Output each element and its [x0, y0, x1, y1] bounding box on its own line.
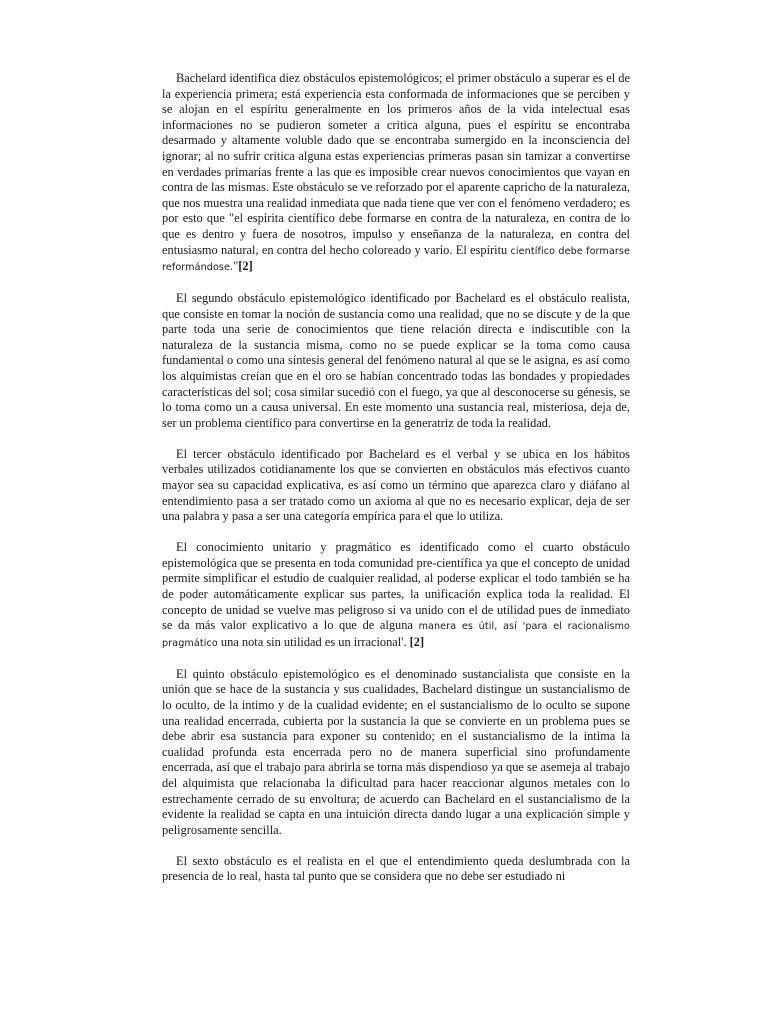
closing-quote: " [233, 259, 239, 274]
text-column [162, 71, 630, 900]
paragraph-text: El segundo obstáculo epistemológico identificado por Bachelard es el obstáculo realista, que consiste en tomar la noción de sustancia como una realidad, que no se discute y de la que parte toda una serie de conocimientos que tiene relación directa e indiscutible con la naturaleza de la sustancia misma, como no se puede explicar se la toma como causa fundamental o como una síntesis general del fenómeno natural al que se le asigna, es así como los alquimistas creían que en el oro se habían concentrado todas las bondades y propiedades características del sol; cosa similar sucedió con el fuego, ya que al desconocerse su génesis, se lo toma como un a causa universal. En este momento una sustancia real, misteriosa, deja de, ser un problema científico para convertirse en la generatriz de toda la realidad. [162, 291, 630, 430]
paragraph-text-alt-font: manera es útil, así 'para el racionalismo pragmático [162, 621, 630, 649]
paragraph-text: El conocimiento unitario y pragmático es identificado como el cuarto obstáculo epistemológica que se presenta en toda comunidad pre-científica ya que el concepto de unidad permite simplificar el estudio de cualquier realidad, al poderse explicar el todo también se ha de poder automáticamente explicar sus partes, la unificación explica toda la realidad. El concepto de unidad se vuelve mas peligroso si va unido con el de utilidad pues de inmediato se da más valor explicativo a lo que de alguna [162, 540, 630, 633]
paragraph-text: El sexto obstáculo es el realista en el que el entendimiento queda deslumbrada con la presencia de lo real, hasta tal punto que se considera que no debe ser estudiado ni [162, 853, 630, 884]
paragraph-text: El quinto obstáculo epistemológico es el denominado sustancialista que consiste en la unión que se hace de la sustancia y sus cualidades, Bachelard distingue un sustancialismo de lo oculto, de la intimo y de la cualidad evidente; en el sustancialismo de lo oculto se supone una realidad encerrada, cubierta por la sustancia la que se convierte en un problema pues se debe abrir esa sustancia para exponer su contenido; en el sustancialismo de la intima la cualidad profunda esta encerrada pero no de manera superficial sino profundamente encerrada, así que el trabajo para abrirla se torna más dispendioso ya que se asemeja al trabajo del alquimista que relacionaba la dificultad para hacer reaccionar algunos metales con lo estrechamente cerrado de su envoltura; de acuerdo can Bachelard en el sustancialismo de la evidente la realidad se capta en una intuición directa dando lugar a una explicación simple y peligrosamente sencilla. [162, 666, 630, 837]
paragraph-2 [162, 291, 630, 431]
reference-marker: [2] [409, 634, 425, 649]
reference-marker: [2] [238, 259, 253, 274]
paragraph-text: Bachelard identifica diez obstáculos epistemológicos; el primer obstáculo a superar es el de la experiencia primera; está experiencia esta conformada de informaciones que se perciben y se alojan en el espíritu generalmente en los primeros años de la vida intelectual esas informaciones no se pudieron someter a critica alguna, pues el espíritu se encontraba desarmado y altamente voluble dado que se encontraba sumergido en la inconsciencia del ignorar; al no sufrir critica alguna estas experiencias primeras pasan sin tamizar a convertirse en verdades primarias frente a las que es imposible crear nuevos conocimientos que vayan en contra de las mismas. Este obstáculo se ve reforzado por el aparente capricho de la naturaleza, que nos muestra una realidad inmediata que nada tiene que ver con el fenómeno verdadero; es por esto que "el espirita científico debe formarse en contra de la naturaleza, en contra de lo que es dentro y fuera de nosotros, impulso y enseñanza de la naturaleza, en contra del entusiasmo natural, en contra del hecho coloreado y vario. El espíritu [162, 71, 630, 257]
paragraph-3 [162, 447, 630, 525]
paragraph-text-alt-font: científico debe formarse reformándose. [162, 245, 630, 274]
paragraph-6 [162, 854, 630, 885]
paragraph-text: una nota sin utilidad es un irracional'. [217, 634, 410, 649]
paragraph-1 [162, 71, 630, 276]
paragraph-5 [162, 667, 630, 839]
paragraph-4 [162, 540, 630, 651]
paragraph-text: El tercer obstáculo identificado por Bachelard es el verbal y se ubica en los hábitos verbales utilizados cotidianamente los que se convierten en obstáculos más efectivos cuanto mayor sea su capacidad explicativa, es así como un término que aparezca claro y diáfano al entendimiento pasa a ser tratado como un axioma al que no es necesario explicar, deja de ser una palabra y pasa a ser una categoría empírica para el que lo utiliza. [162, 446, 630, 524]
